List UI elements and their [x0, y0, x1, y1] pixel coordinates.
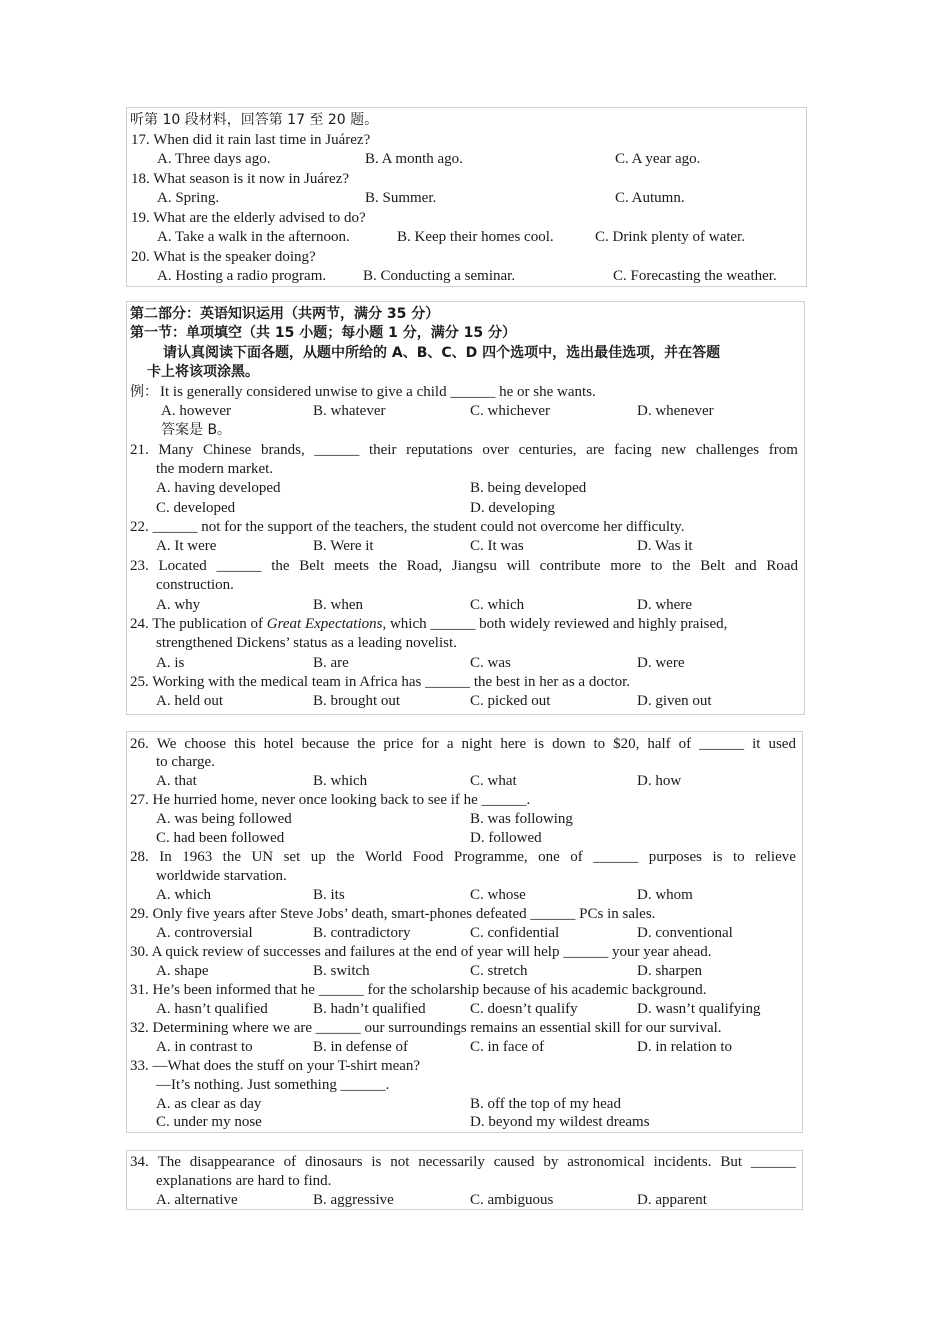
q26-option-a[interactable]: A. that: [156, 773, 197, 789]
q29-option-d[interactable]: D. conventional: [637, 925, 733, 941]
q27-option-b[interactable]: B. was following: [470, 811, 573, 827]
q32-option-c[interactable]: C. in face of: [470, 1039, 545, 1055]
q31-option-c[interactable]: C. doesn’t qualify: [470, 1001, 578, 1017]
question-26-stem-line-2: to charge.: [156, 754, 215, 770]
instructions-line-2: 卡上将该项涂黑。: [147, 364, 259, 380]
q21-option-d[interactable]: D. developing: [470, 500, 555, 516]
q28-option-a[interactable]: A. which: [156, 887, 211, 903]
q25-option-c[interactable]: C. picked out: [470, 693, 551, 709]
question-30-stem: 30. A quick review of successes and failures at the end of year will help ______ your year ahead.: [130, 944, 712, 960]
q26-option-c[interactable]: C. what: [470, 773, 517, 789]
q24-option-d[interactable]: D. were: [637, 655, 685, 671]
question-28-stem-line-2: worldwide starvation.: [156, 868, 287, 884]
example-stem: It is generally considered unwise to give a child ______ he or she wants.: [160, 384, 596, 400]
q28-option-c[interactable]: C. whose: [470, 887, 526, 903]
question-34-stem-line-1: 34. The disappearance of dinosaurs is not necessarily caused by astronomical incidents. But ______: [130, 1154, 796, 1170]
question-23-stem-line-2: construction.: [156, 577, 234, 593]
q32-option-b[interactable]: B. in defense of: [313, 1039, 408, 1055]
q23-option-c[interactable]: C. which: [470, 597, 525, 613]
question-19-stem: 19. What are the elderly advised to do?: [131, 210, 366, 226]
q23-option-a[interactable]: A. why: [156, 597, 201, 613]
question-26-stem-line-1: 26. We choose this hotel because the price for a night here is down to $20, half of ______ it used: [130, 736, 796, 752]
q22-option-a[interactable]: A. It were: [156, 538, 217, 554]
example-option-d: D. whenever: [637, 403, 714, 419]
q34-option-a[interactable]: A. alternative: [156, 1192, 238, 1208]
question-21-stem-line-1: 21. Many Chinese brands, ______ their reputations over centuries, are facing new challenges from: [130, 442, 798, 458]
q26-option-d[interactable]: D. how: [637, 773, 682, 789]
q19-option-a[interactable]: A. Take a walk in the afternoon.: [157, 229, 350, 245]
q24-option-b[interactable]: B. are: [313, 655, 349, 671]
q33-option-c[interactable]: C. under my nose: [156, 1114, 262, 1130]
q23-option-d[interactable]: D. where: [637, 597, 692, 613]
q20-option-c[interactable]: C. Forecasting the weather.: [613, 268, 777, 284]
question-34-box: [126, 1150, 803, 1210]
example-answer: 答案是 B。: [161, 422, 232, 438]
q34-option-b[interactable]: B. aggressive: [313, 1192, 394, 1208]
q33-option-a[interactable]: A. as clear as day: [156, 1096, 262, 1112]
q27-option-d[interactable]: D. followed: [470, 830, 542, 846]
q19-option-c[interactable]: C. Drink plenty of water.: [595, 229, 745, 245]
q25-option-d[interactable]: D. given out: [637, 693, 712, 709]
question-33-stem: 33. —What does the stuff on your T-shirt mean?: [130, 1058, 421, 1074]
q22-option-b[interactable]: B. Were it: [313, 538, 374, 554]
q21-option-a[interactable]: A. having developed: [156, 480, 281, 496]
example-option-a: A. however: [161, 403, 231, 419]
q27-option-c[interactable]: C. had been followed: [156, 830, 285, 846]
q18-option-c[interactable]: C. Autumn.: [615, 190, 685, 206]
listening-intro: 听第 10 段材料，回答第 17 至 20 题。: [130, 112, 379, 128]
question-17-stem: 17. When did it rain last time in Juárez?: [131, 132, 371, 148]
q29-option-c[interactable]: C. confidential: [470, 925, 560, 941]
q22-option-c[interactable]: C. It was: [470, 538, 524, 554]
q25-option-a[interactable]: A. held out: [156, 693, 224, 709]
question-34-stem-line-2: explanations are hard to find.: [156, 1173, 332, 1189]
example-option-b: B. whatever: [313, 403, 386, 419]
q31-option-b[interactable]: B. hadn’t qualified: [313, 1001, 426, 1017]
q29-option-a[interactable]: A. controversial: [156, 925, 253, 941]
q30-option-d[interactable]: D. sharpen: [637, 963, 702, 979]
section-title: 第一节：单项填空（共 15 小题；每小题 1 分，满分 15 分）: [130, 325, 516, 341]
question-28-stem-line-1: 28. In 1963 the UN set up the World Food Programme, one of ______ purposes is to relieve: [130, 849, 796, 865]
q21-option-b[interactable]: B. being developed: [470, 480, 587, 496]
question-24-stem-line-2: strengthened Dickens’ status as a leading novelist.: [156, 635, 457, 651]
q20-option-a[interactable]: A. Hosting a radio program.: [157, 268, 327, 284]
question-20-stem: 20. What is the speaker doing?: [131, 249, 316, 265]
q21-option-c[interactable]: C. developed: [156, 500, 236, 516]
question-18-stem: 18. What season is it now in Juárez?: [131, 171, 350, 187]
q18-option-a[interactable]: A. Spring.: [157, 190, 220, 206]
q28-option-d[interactable]: D. whom: [637, 887, 693, 903]
q23-option-b[interactable]: B. when: [313, 597, 363, 613]
listening-questions-box: [126, 107, 807, 287]
q24-option-c[interactable]: C. was: [470, 655, 511, 671]
question-23-stem-line-1: 23. Located ______ the Belt meets the Road, Jiangsu will contribute more to the Belt and Road: [130, 558, 798, 574]
q24-option-a[interactable]: A. is: [156, 655, 185, 671]
q33-option-d[interactable]: D. beyond my wildest dreams: [470, 1114, 650, 1130]
q33-option-b[interactable]: B. off the top of my head: [470, 1096, 621, 1112]
q30-option-b[interactable]: B. switch: [313, 963, 370, 979]
vocabulary-questions-box: [126, 731, 803, 1133]
q20-option-b[interactable]: B. Conducting a seminar.: [363, 268, 516, 284]
q17-option-c[interactable]: C. A year ago.: [615, 151, 701, 167]
q22-option-d[interactable]: D. Was it: [637, 538, 693, 554]
question-24-stem-line-1: 24. The publication of Great Expectations, which ______ both widely reviewed and highly praised,: [130, 616, 728, 632]
question-29-stem: 29. Only five years after Steve Jobs’ death, smart-phones defeated ______ PCs in sales.: [130, 906, 656, 922]
question-33-reply: —It’s nothing. Just something ______.: [156, 1077, 390, 1093]
q31-option-a[interactable]: A. hasn’t qualified: [156, 1001, 268, 1017]
question-21-stem-line-2: the modern market.: [156, 461, 274, 477]
book-title: Great Expectations: [266, 616, 383, 632]
q27-option-a[interactable]: A. was being followed: [156, 811, 292, 827]
question-31-stem: 31. He’s been informed that he ______ for the scholarship because of his academic background.: [130, 982, 707, 998]
question-27-stem: 27. He hurried home, never once looking back to see if he ______.: [130, 792, 531, 808]
q17-option-a[interactable]: A. Three days ago.: [157, 151, 271, 167]
q25-option-b[interactable]: B. brought out: [313, 693, 401, 709]
q34-option-d[interactable]: D. apparent: [637, 1192, 707, 1208]
part-title: 第二部分：英语知识运用（共两节，满分 35 分）: [130, 306, 440, 322]
question-32-stem: 32. Determining where we are ______ our surroundings remains an essential skill for our survival.: [130, 1020, 722, 1036]
example-option-c: C. whichever: [470, 403, 550, 419]
instructions-line-1: 请认真阅读下面各题，从题中所给的 A、B、C、D 四个选项中，选出最佳选项，并在答题: [163, 345, 721, 361]
q32-option-d[interactable]: D. in relation to: [637, 1039, 732, 1055]
question-22-stem: 22. ______ not for the support of the teachers, the student could not overcome her difficulty.: [130, 519, 685, 535]
question-25-stem: 25. Working with the medical team in Africa has ______ the best in her as a doctor.: [130, 674, 631, 690]
q34-option-c[interactable]: C. ambiguous: [470, 1192, 554, 1208]
q32-option-a[interactable]: A. in contrast to: [156, 1039, 253, 1055]
q30-option-c[interactable]: C. stretch: [470, 963, 528, 979]
q31-option-d[interactable]: D. wasn’t qualifying: [637, 1001, 761, 1017]
grammar-section-box: [126, 301, 805, 715]
q19-option-b[interactable]: B. Keep their homes cool.: [397, 229, 554, 245]
q18-option-b[interactable]: B. Summer.: [365, 190, 437, 206]
q28-option-b[interactable]: B. its: [313, 887, 345, 903]
q17-option-b[interactable]: B. A month ago.: [365, 151, 463, 167]
q29-option-b[interactable]: B. contradictory: [313, 925, 411, 941]
q26-option-b[interactable]: B. which: [313, 773, 368, 789]
q30-option-a[interactable]: A. shape: [156, 963, 209, 979]
example-label: 例：: [130, 384, 158, 400]
